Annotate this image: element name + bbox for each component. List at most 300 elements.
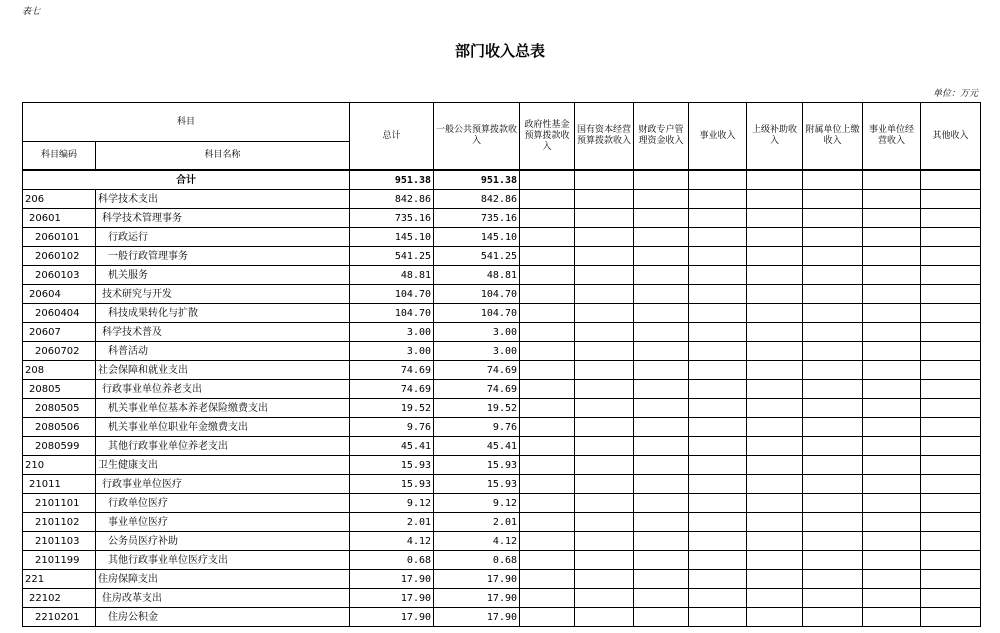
empty-cell [575, 570, 634, 589]
subject-name-cell: 机关服务 [96, 266, 350, 285]
empty-cell [747, 589, 803, 608]
subject-code-cell: 221 [23, 570, 96, 589]
empty-cell [747, 551, 803, 570]
subject-name-cell: 住房保障支出 [96, 570, 350, 589]
subject-code-cell: 2080506 [23, 418, 96, 437]
general-budget-cell: 15.93 [434, 475, 520, 494]
empty-cell [803, 551, 863, 570]
empty-cell [689, 361, 747, 380]
empty-cell [921, 361, 981, 380]
table-row [23, 266, 981, 285]
general-budget-cell: 19.52 [434, 399, 520, 418]
empty-cell [634, 418, 689, 437]
empty-cell [689, 266, 747, 285]
general-budget-cell: 104.70 [434, 304, 520, 323]
total-general: 951.38 [434, 170, 520, 190]
empty-cell [689, 589, 747, 608]
table-row [23, 190, 981, 209]
table-row [23, 551, 981, 570]
subject-name-cell: 其他行政事业单位养老支出 [96, 437, 350, 456]
empty-cell [863, 323, 921, 342]
subject-code-cell: 2060702 [23, 342, 96, 361]
subject-name-cell: 行政事业单位医疗 [96, 475, 350, 494]
empty-cell [803, 323, 863, 342]
empty-cell [634, 342, 689, 361]
empty-cell [634, 608, 689, 627]
general-budget-cell: 735.16 [434, 209, 520, 228]
empty-cell [803, 494, 863, 513]
subject-name-cell: 科学技术普及 [96, 323, 350, 342]
table-row [23, 475, 981, 494]
empty-cell [575, 209, 634, 228]
empty-cell [803, 513, 863, 532]
empty-cell [520, 266, 575, 285]
empty-cell [634, 361, 689, 380]
empty-cell [921, 418, 981, 437]
general-budget-cell: 9.12 [434, 494, 520, 513]
empty-cell [689, 608, 747, 627]
empty-cell [575, 190, 634, 209]
total-cell: 3.00 [350, 342, 434, 361]
empty-cell [689, 342, 747, 361]
general-budget-cell: 74.69 [434, 380, 520, 399]
empty-cell [747, 513, 803, 532]
empty-cell [863, 437, 921, 456]
empty-cell [520, 437, 575, 456]
empty-cell [803, 209, 863, 228]
subject-name-cell: 其他行政事业单位医疗支出 [96, 551, 350, 570]
empty-cell [747, 304, 803, 323]
empty-cell [921, 532, 981, 551]
empty-cell [747, 532, 803, 551]
empty-cell [803, 342, 863, 361]
empty-cell [520, 589, 575, 608]
empty-cell [520, 399, 575, 418]
subject-code-cell: 2101199 [23, 551, 96, 570]
subject-code-cell: 2060404 [23, 304, 96, 323]
general-budget-cell: 3.00 [434, 342, 520, 361]
empty-cell [863, 228, 921, 247]
subject-name-cell: 机关事业单位职业年金缴费支出 [96, 418, 350, 437]
subject-name-cell: 事业单位医疗 [96, 513, 350, 532]
empty-cell [747, 570, 803, 589]
empty-cell [689, 570, 747, 589]
empty-cell [520, 494, 575, 513]
total-cell: 74.69 [350, 361, 434, 380]
total-cell: 19.52 [350, 399, 434, 418]
empty-cell [520, 228, 575, 247]
empty-cell [520, 608, 575, 627]
general-budget-cell: 17.90 [434, 608, 520, 627]
empty-cell [863, 608, 921, 627]
total-cell: 4.12 [350, 532, 434, 551]
empty-cell [634, 228, 689, 247]
empty-cell [863, 190, 921, 209]
empty-cell [634, 380, 689, 399]
total-cell: 2.01 [350, 513, 434, 532]
subject-name-cell: 机关事业单位基本养老保险缴费支出 [96, 399, 350, 418]
empty-cell [747, 266, 803, 285]
empty-cell [863, 589, 921, 608]
subject-name-cell: 社会保障和就业支出 [96, 361, 350, 380]
subject-code-cell: 2060103 [23, 266, 96, 285]
table-row [23, 570, 981, 589]
general-budget-cell: 541.25 [434, 247, 520, 266]
empty-cell [520, 570, 575, 589]
subject-code-cell: 206 [23, 190, 96, 209]
subject-name-cell: 住房公积金 [96, 608, 350, 627]
subject-code-cell: 2060101 [23, 228, 96, 247]
subject-name-cell: 行政事业单位养老支出 [96, 380, 350, 399]
table-row [23, 209, 981, 228]
empty-cell [689, 304, 747, 323]
subject-code-cell: 2060102 [23, 247, 96, 266]
empty-cell [747, 190, 803, 209]
general-budget-cell: 2.01 [434, 513, 520, 532]
empty-cell [520, 380, 575, 399]
empty-cell [921, 399, 981, 418]
empty-cell [921, 228, 981, 247]
empty-cell [634, 209, 689, 228]
empty-cell [803, 190, 863, 209]
empty-cell [634, 589, 689, 608]
empty-cell [575, 380, 634, 399]
general-budget-cell: 4.12 [434, 532, 520, 551]
empty-cell [520, 361, 575, 380]
empty-cell [921, 323, 981, 342]
empty-cell [803, 456, 863, 475]
empty-cell [921, 342, 981, 361]
empty-cell [689, 551, 747, 570]
total-cell: 9.12 [350, 494, 434, 513]
empty-cell [575, 589, 634, 608]
general-budget-cell: 145.10 [434, 228, 520, 247]
empty-cell [863, 247, 921, 266]
subject-code-cell: 20805 [23, 380, 96, 399]
empty-cell [520, 342, 575, 361]
empty-cell [520, 323, 575, 342]
general-budget-cell: 17.90 [434, 570, 520, 589]
general-budget-cell: 104.70 [434, 285, 520, 304]
subject-name-cell: 科普活动 [96, 342, 350, 361]
empty-cell [803, 361, 863, 380]
general-budget-cell: 9.76 [434, 418, 520, 437]
total-cell: 17.90 [350, 570, 434, 589]
total-cell: 9.76 [350, 418, 434, 437]
header-other: 其他收入 [921, 103, 981, 171]
empty-cell [520, 532, 575, 551]
empty-cell [634, 551, 689, 570]
empty-cell [921, 209, 981, 228]
empty-cell [803, 418, 863, 437]
subject-name-cell: 技术研究与开发 [96, 285, 350, 304]
empty-cell [689, 190, 747, 209]
empty-cell [747, 361, 803, 380]
table-row [23, 342, 981, 361]
empty-cell [803, 304, 863, 323]
total-cell: 735.16 [350, 209, 434, 228]
empty-cell [803, 475, 863, 494]
general-budget-cell: 48.81 [434, 266, 520, 285]
empty-cell [921, 608, 981, 627]
subject-name-cell: 公务员医疗补助 [96, 532, 350, 551]
general-budget-cell: 3.00 [434, 323, 520, 342]
empty-cell [634, 570, 689, 589]
empty-cell [863, 361, 921, 380]
general-budget-cell: 0.68 [434, 551, 520, 570]
empty-cell [803, 285, 863, 304]
empty-cell [520, 285, 575, 304]
empty-cell [747, 380, 803, 399]
table-row [23, 285, 981, 304]
empty-cell [634, 190, 689, 209]
empty-cell [689, 513, 747, 532]
empty-cell [863, 551, 921, 570]
empty-cell [634, 494, 689, 513]
empty-cell [689, 437, 747, 456]
subject-code-cell: 2210201 [23, 608, 96, 627]
total-cell: 104.70 [350, 304, 434, 323]
empty-cell [689, 285, 747, 304]
empty-cell [689, 399, 747, 418]
empty-cell [520, 418, 575, 437]
total-cell: 0.68 [350, 551, 434, 570]
empty-cell [921, 437, 981, 456]
subject-code-cell: 210 [23, 456, 96, 475]
empty-cell [803, 608, 863, 627]
empty-cell [520, 475, 575, 494]
empty-cell [575, 399, 634, 418]
subject-name-cell: 一般行政管理事务 [96, 247, 350, 266]
table-row [23, 399, 981, 418]
subject-name-cell: 科技成果转化与扩散 [96, 304, 350, 323]
table-row [23, 247, 981, 266]
empty-cell [863, 418, 921, 437]
total-cell: 541.25 [350, 247, 434, 266]
empty-cell [634, 304, 689, 323]
total-label: 合计 [23, 170, 350, 190]
header-business: 事业收入 [689, 103, 747, 171]
empty-cell [575, 494, 634, 513]
table-row [23, 532, 981, 551]
empty-cell [634, 532, 689, 551]
empty-cell [921, 494, 981, 513]
total-cell: 48.81 [350, 266, 434, 285]
empty-cell [803, 532, 863, 551]
empty-cell [863, 304, 921, 323]
subject-name-cell: 卫生健康支出 [96, 456, 350, 475]
empty-cell [575, 532, 634, 551]
subject-code-cell: 2101102 [23, 513, 96, 532]
empty-cell [921, 475, 981, 494]
table-row [23, 456, 981, 475]
empty-cell [634, 266, 689, 285]
empty-cell [520, 304, 575, 323]
empty-cell [921, 285, 981, 304]
empty-cell [575, 475, 634, 494]
subject-name-cell: 科学技术支出 [96, 190, 350, 209]
empty-cell [921, 304, 981, 323]
empty-cell [689, 209, 747, 228]
empty-cell [689, 380, 747, 399]
empty-cell [747, 209, 803, 228]
empty-cell [863, 494, 921, 513]
empty-cell [803, 380, 863, 399]
empty-cell [634, 247, 689, 266]
subject-name-cell: 行政运行 [96, 228, 350, 247]
empty-cell [747, 494, 803, 513]
empty-cell [520, 513, 575, 532]
table-row [23, 361, 981, 380]
empty-cell [689, 532, 747, 551]
empty-cell [863, 209, 921, 228]
unit-label: 单位：万元 [932, 89, 978, 99]
empty-cell [803, 437, 863, 456]
empty-cell [803, 266, 863, 285]
empty-cell [520, 247, 575, 266]
empty-cell [921, 456, 981, 475]
header-gov-fund: 政府性基金预算拨款收入 [520, 103, 575, 171]
total-cell: 15.93 [350, 475, 434, 494]
empty-cell [747, 418, 803, 437]
empty-cell [689, 456, 747, 475]
subject-name-cell: 科学技术管理事务 [96, 209, 350, 228]
empty-cell [575, 285, 634, 304]
total-cell: 145.10 [350, 228, 434, 247]
empty-cell [575, 418, 634, 437]
empty-cell [921, 551, 981, 570]
empty-cell [863, 475, 921, 494]
header-subject-name: 科目名称 [96, 142, 350, 171]
subject-code-cell: 2080599 [23, 437, 96, 456]
empty-cell [575, 323, 634, 342]
empty-cell [634, 399, 689, 418]
empty-cell [921, 380, 981, 399]
empty-cell [747, 285, 803, 304]
empty-cell [689, 494, 747, 513]
empty-cell [803, 570, 863, 589]
table-row [23, 228, 981, 247]
empty-cell [803, 399, 863, 418]
empty-cell [747, 399, 803, 418]
empty-cell [520, 456, 575, 475]
table-row [23, 589, 981, 608]
empty-cell [921, 266, 981, 285]
empty-cell [747, 608, 803, 627]
empty-cell [689, 323, 747, 342]
empty-cell [863, 266, 921, 285]
empty-cell [863, 570, 921, 589]
empty-cell [634, 285, 689, 304]
empty-cell [747, 247, 803, 266]
total-cell: 17.90 [350, 589, 434, 608]
empty-cell [689, 228, 747, 247]
empty-cell [575, 456, 634, 475]
header-fiscal-special: 财政专户管理资金收入 [634, 103, 689, 171]
empty-cell [747, 323, 803, 342]
empty-cell [575, 228, 634, 247]
subject-code-cell: 22102 [23, 589, 96, 608]
total-cell: 104.70 [350, 285, 434, 304]
general-budget-cell: 15.93 [434, 456, 520, 475]
empty-cell [634, 437, 689, 456]
table-row [23, 437, 981, 456]
subject-code-cell: 20604 [23, 285, 96, 304]
header-superior-subsidy: 上级补助收入 [747, 103, 803, 171]
subject-code-cell: 2101103 [23, 532, 96, 551]
empty-cell [575, 342, 634, 361]
total-row [23, 170, 981, 190]
empty-cell [803, 247, 863, 266]
table-row [23, 513, 981, 532]
empty-cell [863, 532, 921, 551]
general-budget-cell: 842.86 [434, 190, 520, 209]
empty-cell [803, 228, 863, 247]
empty-cell [634, 513, 689, 532]
total-cell: 15.93 [350, 456, 434, 475]
empty-cell [634, 475, 689, 494]
header-total: 总计 [350, 103, 434, 171]
subject-code-cell: 20601 [23, 209, 96, 228]
empty-cell [863, 513, 921, 532]
empty-cell [520, 190, 575, 209]
subject-code-cell: 2101101 [23, 494, 96, 513]
header-affiliated: 附属单位上缴收入 [803, 103, 863, 171]
table-number-label: 表七 [22, 7, 41, 17]
table-row [23, 608, 981, 627]
header-operating: 事业单位经营收入 [863, 103, 921, 171]
empty-cell [747, 342, 803, 361]
income-summary-table [22, 102, 981, 627]
empty-cell [921, 570, 981, 589]
empty-cell [921, 513, 981, 532]
empty-cell [747, 475, 803, 494]
empty-cell [520, 551, 575, 570]
table-row [23, 323, 981, 342]
empty-cell [575, 437, 634, 456]
empty-cell [863, 285, 921, 304]
header-general-budget: 一般公共预算拨款收入 [434, 103, 520, 171]
total-cell: 3.00 [350, 323, 434, 342]
empty-cell [921, 190, 981, 209]
empty-cell [689, 475, 747, 494]
empty-cell [863, 342, 921, 361]
subject-code-cell: 21011 [23, 475, 96, 494]
total-cell: 842.86 [350, 190, 434, 209]
table-row [23, 418, 981, 437]
empty-cell [575, 551, 634, 570]
empty-cell [921, 589, 981, 608]
empty-cell [575, 304, 634, 323]
subject-name-cell: 住房改革支出 [96, 589, 350, 608]
empty-cell [863, 456, 921, 475]
empty-cell [575, 266, 634, 285]
empty-cell [575, 247, 634, 266]
general-budget-cell: 74.69 [434, 361, 520, 380]
empty-cell [803, 589, 863, 608]
empty-cell [689, 247, 747, 266]
empty-cell [921, 247, 981, 266]
empty-cell [863, 380, 921, 399]
header-state-capital: 国有资本经营预算拨款收入 [575, 103, 634, 171]
subject-code-cell: 208 [23, 361, 96, 380]
table-row [23, 304, 981, 323]
subject-code-cell: 2080505 [23, 399, 96, 418]
empty-cell [575, 361, 634, 380]
total-cell: 74.69 [350, 380, 434, 399]
subject-code-cell: 20607 [23, 323, 96, 342]
header-subject: 科目 [23, 103, 350, 142]
